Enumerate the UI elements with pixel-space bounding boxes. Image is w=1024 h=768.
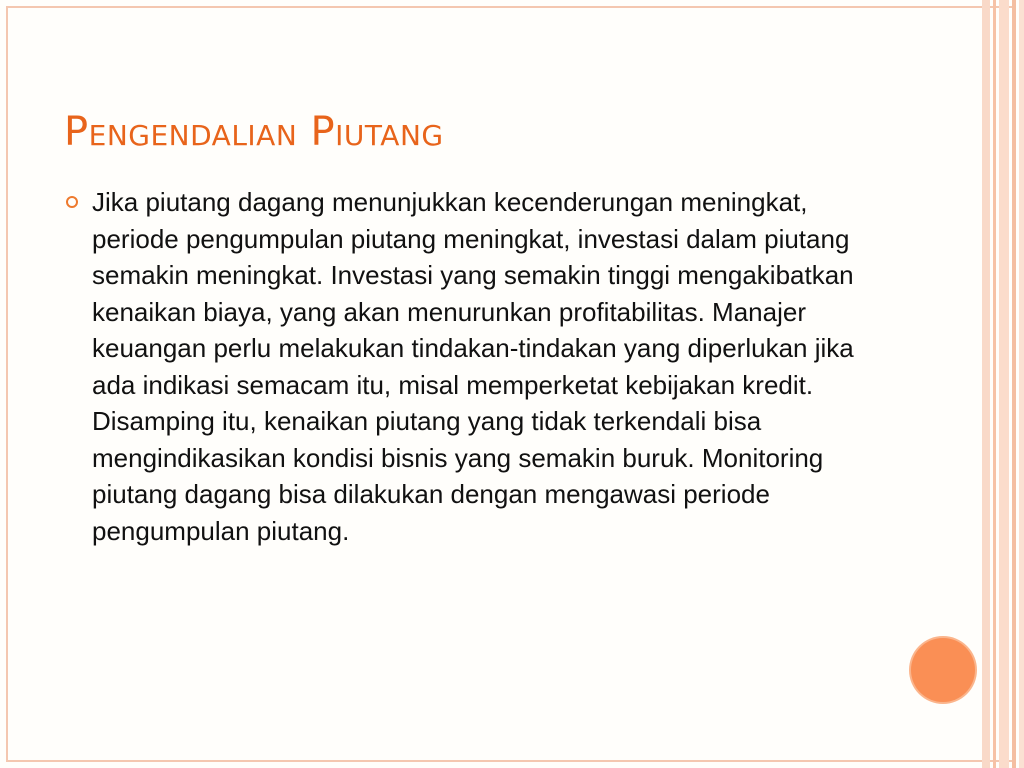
right-decorative-stripe (982, 0, 990, 768)
slide-title: Pengendalian Piutang (64, 109, 444, 155)
orange-circle-decoration-icon (911, 638, 975, 702)
bullet-list (62, 184, 882, 549)
right-decorative-stripe (993, 0, 996, 768)
hollow-circle-bullet-icon (66, 196, 78, 208)
bullet-item (62, 184, 882, 549)
right-decorative-stripe (1012, 0, 1016, 768)
right-decorative-stripe (999, 0, 1009, 768)
right-decorative-stripe (1019, 0, 1024, 768)
bullet-text: Jika piutang dagang menunjukkan kecenderungan meningkat, periode pengumpulan piutang meningkat, investasi dalam piutang semakin meningkat. Investasi yang semakin tinggi mengakibatkan kenaikan biaya, yang akan menurunkan profitabilitas. Manajer keuangan perlu melakukan tindakan-tindakan yang diperlukan jika ada indikasi semacam itu, misal memperketat kebijakan kredit. Disamping itu, kenaikan piutang yang tidak terkendali bisa mengindikasikan kondisi bisnis yang semakin buruk. Monitoring piutang dagang bisa dilakukan dengan mengawasi periode pengumpulan piutang. (92, 187, 854, 546)
